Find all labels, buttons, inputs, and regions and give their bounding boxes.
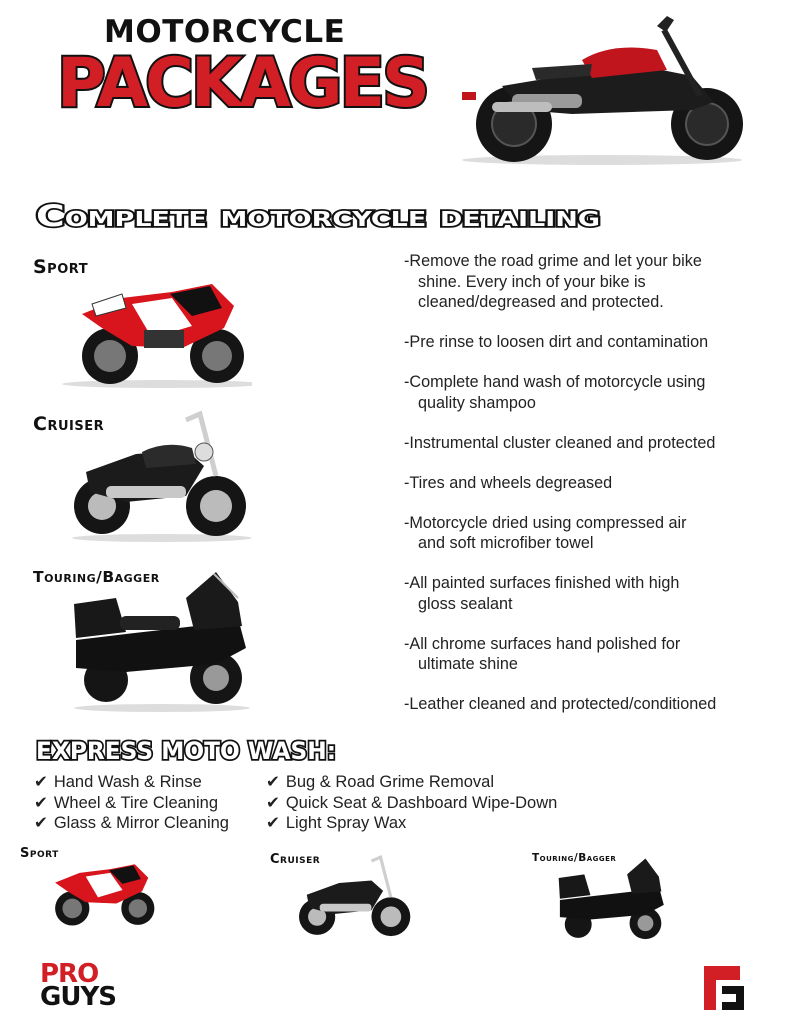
detailing-step	[404, 634, 774, 675]
detailing-step	[404, 433, 774, 454]
detailing-step	[404, 332, 774, 353]
svg-text:Complete motorcycle detailing: Complete motorcycle detailing	[36, 199, 600, 233]
svg-text:PACKAGES: PACKAGES	[57, 44, 427, 118]
logo-line-pro: PRO	[40, 959, 99, 989]
svg-text:EXPRESS MOTO WASH:: EXPRESS MOTO WASH:	[36, 737, 336, 765]
express-wash-heading	[34, 733, 339, 765]
touring-bike-image	[66, 568, 250, 712]
express-sport-label: Sport	[20, 846, 59, 861]
title-packages	[52, 40, 432, 118]
express-item: ✔ Quick Seat & Dashboard Wipe-Down	[266, 793, 557, 814]
detailing-step	[404, 372, 774, 413]
express-item: ✔ Hand Wash & Rinse	[34, 772, 229, 793]
step-continued-line: cleaned/degreased and protected.	[418, 293, 664, 311]
step-first-line: -Pre rinse to loosen dirt and contamination	[404, 333, 709, 351]
express-cruiser-bike-image	[292, 852, 416, 940]
express-item: ✔ Wheel & Tire Cleaning	[34, 793, 229, 814]
title-motorcycle: MOTORCYCLE	[104, 14, 346, 50]
logo-line-guys: GUYS	[40, 982, 117, 1012]
step-continued-line: shine. Every inch of your bike is	[418, 272, 646, 291]
step-first-line: -Remove the road grime and let your bike	[404, 252, 702, 270]
express-item: ✔ Bug & Road Grime Removal	[266, 772, 557, 793]
step-first-line: -Instrumental cluster cleaned and protected	[404, 433, 716, 452]
step-first-line: -Motorcycle dried using compressed air	[404, 513, 687, 532]
detailing-step	[404, 513, 774, 554]
express-touring-bike-image	[552, 856, 668, 944]
step-continued-line: and soft microfiber towel	[418, 534, 594, 552]
express-cruiser-label: Cruiser	[270, 852, 321, 867]
pg-monogram-icon	[700, 962, 748, 1014]
cruiser-bike-image	[66, 406, 252, 542]
hero-motorcycle-image	[452, 6, 758, 166]
express-item: ✔ Glass & Mirror Cleaning	[34, 813, 229, 834]
sport-bike-image	[52, 264, 252, 388]
express-touring-label: Touring/Bagger	[532, 852, 617, 864]
detailing-step	[404, 251, 774, 313]
category-cruiser-label: Cruiser	[33, 413, 105, 435]
detailing-step	[404, 473, 774, 494]
step-continued-line: gloss sealant	[418, 594, 513, 613]
pro-guys-logo	[40, 959, 117, 1012]
express-item: ✔ Light Spray Wax	[266, 813, 557, 834]
detailing-steps-list	[404, 251, 774, 715]
category-sport-label: Sport	[33, 256, 89, 278]
step-first-line: -Complete hand wash of motorcycle using	[404, 373, 706, 391]
step-continued-line: ultimate shine	[418, 655, 518, 673]
step-first-line: -Leather cleaned and protected/conditioned	[404, 695, 717, 713]
express-column-2	[266, 772, 557, 834]
detailing-step	[404, 573, 774, 614]
step-first-line: -Tires and wheels degreased	[404, 473, 613, 492]
step-first-line: -All painted surfaces finished with high	[404, 574, 680, 592]
express-column-1	[34, 772, 229, 834]
detailing-step	[404, 694, 774, 715]
category-touring-label: Touring/Bagger	[33, 568, 160, 586]
complete-detailing-heading	[34, 196, 604, 234]
express-features	[34, 772, 634, 836]
step-continued-line: quality shampoo	[418, 393, 536, 412]
express-sport-bike-image	[30, 852, 166, 928]
step-first-line: -All chrome surfaces hand polished for	[404, 634, 681, 653]
